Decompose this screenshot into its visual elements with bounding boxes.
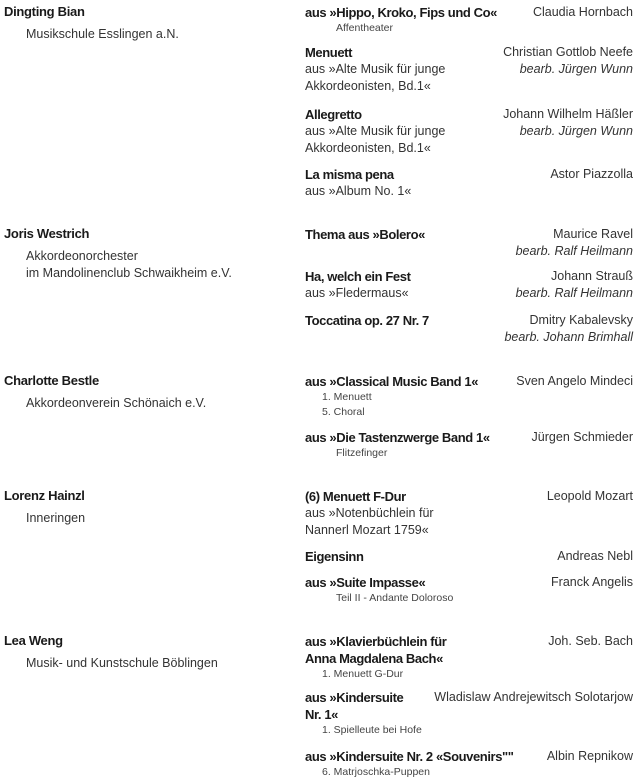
piece-composer: [548, 633, 633, 650]
composer-name: Andreas Nebl: [557, 549, 633, 563]
performer-organization: [26, 26, 179, 43]
composer-name: Maurice Ravel: [553, 227, 633, 241]
piece-movement: 1. Menuett G-Dur: [322, 668, 404, 680]
piece-source: Nannerl Mozart 1759«: [305, 523, 429, 537]
piece-composer: [533, 4, 633, 21]
piece-movement: 6. Matrjoschka-Puppen: [322, 766, 430, 778]
piece-composer: [557, 548, 633, 565]
piece-composer: [516, 226, 633, 260]
piece-title: aus »Classical Music Band 1«: [305, 374, 479, 389]
performer-name: Lea Weng: [4, 633, 63, 648]
piece-composer: [516, 268, 633, 302]
piece-composer: [503, 44, 633, 78]
program-piece: [305, 226, 633, 258]
arranger-credit: bearb. Ralf Heilmann: [515, 286, 633, 300]
organization-line: im Mandolinenclub Schwaikheim e.V.: [26, 266, 232, 280]
program-piece: [305, 373, 633, 420]
organization-line: Akkordeonorchester: [26, 249, 138, 263]
composer-name: Christian Gottlob Neefe: [503, 45, 633, 59]
piece-source: aus »Alte Musik für junge: [305, 62, 446, 76]
program-piece: [305, 633, 633, 682]
piece-title: aus »Kindersuite Nr. 1«: [305, 690, 404, 722]
piece-composer: [550, 166, 633, 183]
performer-name: Dingting Bian: [4, 4, 85, 19]
piece-title: Thema aus »Bolero«: [305, 227, 425, 242]
performer-organization: [26, 248, 232, 282]
organization-line: Akkordeonverein Schönaich e.V.: [26, 396, 207, 410]
composer-name: Joh. Seb. Bach: [548, 634, 633, 648]
piece-title: Ha, welch ein Fest: [305, 269, 411, 284]
performer-name: Charlotte Bestle: [4, 373, 99, 388]
piece-title: Eigensinn: [305, 549, 364, 564]
composer-name: Sven Angelo Mindeci: [516, 374, 633, 388]
piece-title: aus »Hippo, Kroko, Fips und Co«: [305, 5, 498, 20]
piece-movement: 5. Choral: [322, 406, 365, 418]
composer-name: Albin Repnikow: [546, 749, 633, 763]
piece-source: aus »Album No. 1«: [305, 184, 412, 198]
arranger-credit: bearb. Jürgen Wunn: [519, 124, 633, 138]
piece-title: aus »Die Tastenzwerge Band 1«: [305, 430, 490, 445]
piece-title: aus »Suite Impasse«: [305, 575, 426, 590]
piece-composer: [551, 574, 633, 591]
composer-name: Leopold Mozart: [546, 489, 633, 503]
program-piece: [305, 488, 633, 539]
piece-composer: [547, 748, 633, 765]
organization-line: Inneringen: [26, 511, 86, 525]
performer-organization: [26, 510, 85, 527]
program-piece: [305, 44, 633, 95]
arranger-credit: bearb. Ralf Heilmann: [515, 244, 633, 258]
organization-line: Musikschule Esslingen a.N.: [26, 27, 179, 41]
piece-movement: Affentheater: [336, 22, 394, 34]
program-piece: [305, 106, 633, 157]
performer-organization: [26, 655, 218, 672]
composer-name: Franck Angelis: [551, 575, 633, 589]
composer-name: Astor Piazzolla: [550, 167, 633, 181]
program-piece: [305, 312, 633, 344]
piece-source: aus »Notenbüchlein für: [305, 506, 434, 520]
program-piece: [305, 548, 633, 565]
piece-composer: [516, 373, 633, 390]
performer-organization: [26, 395, 206, 412]
piece-title: La misma pena: [305, 167, 394, 182]
composer-name: Wladislaw Andrejewitsch Solotarjow: [434, 690, 633, 704]
piece-title: Menuett: [305, 45, 353, 60]
performer-name: Joris Westrich: [4, 226, 90, 241]
piece-title: (6) Menuett F-Dur: [305, 489, 406, 504]
program-piece: [305, 166, 633, 200]
piece-title: aus »Kindersuite Nr. 2 «Souvenirs"": [305, 749, 514, 764]
program-piece: [305, 429, 633, 461]
composer-name: Jürgen Schmieder: [531, 430, 633, 444]
piece-source: Akkordeonisten, Bd.1«: [305, 141, 431, 155]
piece-movement: 1. Menuett: [322, 391, 372, 403]
piece-title: aus »Klavierbüchlein für Anna Magdalena Bach«: [305, 634, 447, 666]
program-piece: [305, 689, 633, 738]
arranger-credit: bearb. Johann Brimhall: [504, 330, 633, 344]
program-piece: [305, 574, 633, 606]
piece-composer: [504, 312, 633, 346]
piece-source: aus »Alte Musik für junge: [305, 124, 446, 138]
composer-name: Johann Strauß: [551, 269, 633, 283]
piece-source: aus »Fledermaus«: [305, 286, 409, 300]
composer-name: Johann Wilhelm Häßler: [503, 107, 633, 121]
organization-line: Musik- und Kunstschule Böblingen: [26, 656, 218, 670]
piece-movement: Teil II - Andante Doloroso: [336, 592, 454, 604]
piece-composer: [547, 488, 633, 505]
piece-movement: Flitzefinger: [336, 447, 388, 459]
composer-name: Claudia Hornbach: [532, 5, 633, 19]
piece-composer: [434, 689, 633, 706]
piece-composer: [503, 106, 633, 140]
piece-movement: 1. Spielleute bei Hofe: [322, 724, 422, 736]
piece-title: Toccatina op. 27 Nr. 7: [305, 313, 429, 328]
composer-name: Dmitry Kabalevsky: [529, 313, 633, 327]
program-piece: [305, 4, 633, 36]
performer-name: Lorenz Hainzl: [4, 488, 85, 503]
program-piece: [305, 268, 633, 302]
arranger-credit: bearb. Jürgen Wunn: [519, 62, 633, 76]
piece-title: Allegretto: [305, 107, 362, 122]
program-piece: [305, 748, 633, 780]
piece-source: Akkordeonisten, Bd.1«: [305, 79, 431, 93]
piece-composer: [532, 429, 633, 446]
